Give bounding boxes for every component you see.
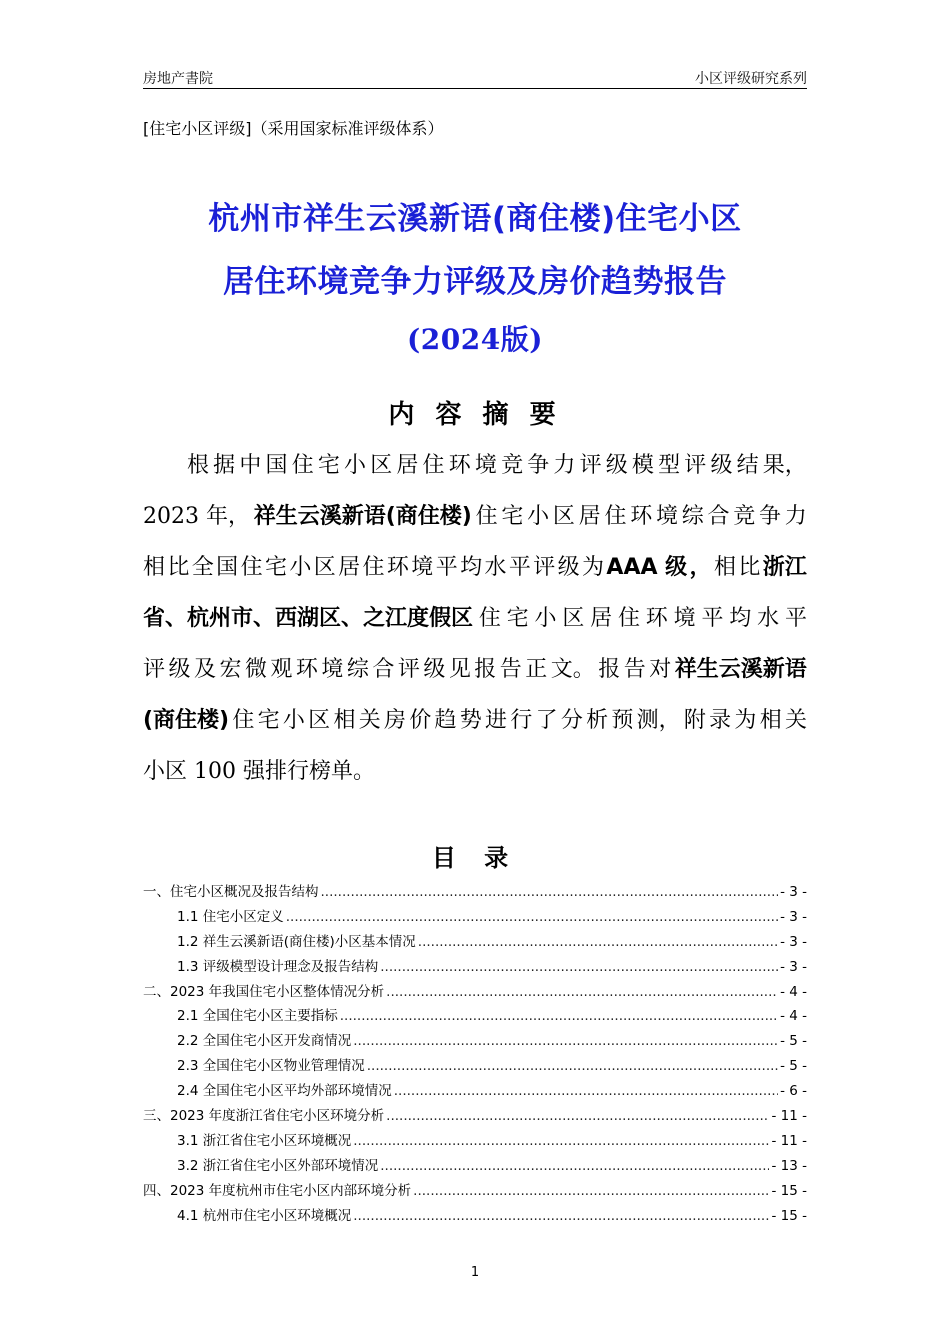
summary-text: 住	[422, 453, 445, 478]
summary-text: 关	[784, 708, 807, 733]
toc-entry-page: - 3 -	[780, 933, 807, 950]
summary-line	[143, 491, 807, 542]
summary-text: 评	[684, 453, 707, 478]
summary-text: 测，	[636, 708, 681, 733]
summary-text: 相	[759, 708, 782, 733]
summary-text: 型	[658, 453, 681, 478]
summary-line	[143, 746, 807, 797]
title-line-1: 杭州市祥生云溪新语(商住楼)住宅小区	[208, 201, 742, 237]
summary-text: 住	[604, 504, 627, 529]
summary-text: 录	[709, 708, 732, 733]
summary-text: 住	[240, 555, 263, 580]
summary-text: 2023 年，	[143, 504, 250, 529]
summary-text: 区	[370, 453, 393, 478]
toc-entry-title: 四、2023 年度杭州市住宅小区内部环境分析	[143, 1182, 412, 1199]
toc-entry-page: - 15 -	[771, 1182, 807, 1199]
summary-text: 宅	[317, 453, 340, 478]
toc-leader-dots	[418, 930, 778, 955]
summary-text: 进	[485, 708, 508, 733]
summary-text: 宅	[264, 555, 287, 580]
summary-line	[143, 440, 807, 491]
summary-text: 小	[534, 606, 557, 631]
summary-text: 境	[673, 606, 696, 631]
summary-text: 竞	[501, 453, 524, 478]
summary-text: 住	[475, 504, 498, 529]
summary-text: 区	[313, 555, 336, 580]
summary-text: 争	[759, 504, 782, 529]
summary-text: 级	[557, 555, 580, 580]
summary-text: 关	[358, 708, 381, 733]
summary-text: 力	[553, 453, 576, 478]
summary-text: 均	[729, 606, 752, 631]
summary-text: 综	[681, 504, 704, 529]
toc-entry-title: 3.2 浙江省住宅小区外部环境情况	[177, 1157, 379, 1174]
toc-entry[interactable]	[143, 1004, 807, 1029]
summary-text: 小	[527, 504, 550, 529]
toc-leader-dots	[380, 955, 778, 980]
summary-text: 析	[586, 708, 609, 733]
summary-text: 文。	[550, 657, 595, 682]
summary-text: 居	[396, 453, 419, 478]
summary-text: 小	[344, 453, 367, 478]
toc-entry-page: - 6 -	[780, 1083, 807, 1100]
toc-entry[interactable]	[143, 1029, 807, 1054]
toc-entry-title: 3.1 浙江省住宅小区环境概况	[177, 1132, 352, 1149]
summary-text: 比	[167, 555, 190, 580]
summary-text: 水	[757, 606, 780, 631]
summary-text: 竞	[733, 504, 756, 529]
toc-entry-title: 2.2 全国住宅小区开发商情况	[177, 1033, 352, 1050]
summary-line	[143, 542, 807, 593]
summary-text: 区	[562, 606, 585, 631]
toc-entry-title: 2.1 全国住宅小区主要指标	[177, 1008, 338, 1025]
summary-text: 级	[168, 657, 191, 682]
summary-text: 评	[143, 657, 166, 682]
summary-text: 结	[736, 453, 759, 478]
toc-leader-dots	[413, 1179, 769, 1204]
toc-entry-title: 1.3 评级模型设计理念及报告结构	[177, 958, 379, 975]
toc-leader-dots	[340, 1004, 778, 1029]
summary-text: 住	[362, 555, 385, 580]
summary-text: 平	[784, 606, 807, 631]
summary-text: 区	[552, 504, 575, 529]
summary-text: 区	[308, 708, 331, 733]
summary-text: 预	[611, 708, 634, 733]
summary-line	[143, 593, 807, 644]
summary-text: 境	[321, 657, 344, 682]
summary-text: 环	[386, 555, 409, 580]
toc-entry[interactable]	[143, 1154, 807, 1179]
summary-text: 小	[282, 708, 305, 733]
summary-text: 级	[710, 453, 733, 478]
summary-text: 平	[701, 606, 724, 631]
toc-entry-page: - 3 -	[780, 884, 807, 900]
summary-text: 平	[435, 555, 458, 580]
toc-entry-title: 2.3 全国住宅小区物业管理情况	[177, 1058, 365, 1075]
summary-text: 居	[338, 555, 361, 580]
summary-text: 观	[270, 657, 293, 682]
summary-text: 争	[527, 453, 550, 478]
toc-entry-page: - 4 -	[780, 983, 807, 1000]
toc-leader-dots	[386, 1104, 769, 1129]
summary-text: 了	[535, 708, 558, 733]
summary-text: AAA 级	[606, 555, 688, 580]
summary-text: 据	[213, 453, 236, 478]
summary-text: 势	[459, 708, 482, 733]
summary-text: (商住楼)	[143, 708, 230, 733]
toc-entry-title: 一、住宅小区概况及报告结构	[143, 884, 319, 900]
summary-text: 祥生云溪新语(商住楼)	[253, 504, 472, 529]
summary-text: 分	[560, 708, 583, 733]
toc-entry-title: 二、2023 年我国住宅小区整体情况分析	[143, 983, 385, 1000]
summary-text: 中	[239, 453, 262, 478]
summary-text: 正	[525, 657, 548, 682]
summary-text: 相	[143, 555, 166, 580]
summary-text: 报	[598, 657, 621, 682]
toc-entry-page: - 11 -	[771, 1108, 807, 1125]
summary-text: 平	[508, 555, 531, 580]
summary-text: 小区 100 强排行榜单。	[143, 759, 375, 784]
summary-text: 居	[590, 606, 613, 631]
summary-text: 评	[397, 657, 420, 682]
header-rule	[143, 88, 807, 89]
summary-body	[143, 440, 807, 797]
summary-text: 水	[484, 555, 507, 580]
summary-text: 均	[460, 555, 483, 580]
summary-text: 环	[295, 657, 318, 682]
summary-text: 合	[707, 504, 730, 529]
summary-text: 及	[193, 657, 216, 682]
toc-entry-title: 2.4 全国住宅小区平均外部环境情况	[177, 1083, 392, 1100]
toc-leader-dots	[353, 1129, 769, 1154]
summary-heading: 内 容 摘 要	[388, 400, 562, 430]
summary-text: 房	[383, 708, 406, 733]
summary-text: 根	[187, 453, 210, 478]
toc-leader-dots	[380, 1154, 769, 1179]
header-left: 房地产書院	[143, 71, 213, 87]
toc-entry[interactable]	[143, 1204, 807, 1229]
summary-text: 相	[333, 708, 356, 733]
summary-text: 境	[655, 504, 678, 529]
summary-text: 告	[499, 657, 522, 682]
summary-text: 浙江	[762, 555, 807, 580]
summary-text: 境	[411, 555, 434, 580]
summary-text: 相	[713, 555, 736, 580]
toc-entry-page: - 4 -	[780, 1008, 807, 1025]
toc-entry[interactable]	[143, 1129, 807, 1154]
summary-text: 见	[448, 657, 471, 682]
summary-text: 宅	[501, 504, 524, 529]
toc-entry[interactable]	[143, 955, 807, 980]
summary-text: 全	[191, 555, 214, 580]
rating-tag: [住宅小区评级]（采用国家标准评级体系）	[143, 119, 444, 138]
summary-text: 综	[346, 657, 369, 682]
toc-entry-title: 1.2 祥生云溪新语(商住楼)小区基本情况	[177, 933, 416, 950]
summary-text: 住	[478, 606, 501, 631]
toc-entry[interactable]	[143, 1079, 807, 1104]
summary-text: 住	[617, 606, 640, 631]
toc-leader-dots	[353, 1029, 778, 1054]
summary-text: 评	[533, 555, 556, 580]
summary-text: 告	[623, 657, 646, 682]
summary-text: 微	[244, 657, 267, 682]
toc-entry[interactable]	[143, 905, 807, 930]
summary-text: 小	[289, 555, 312, 580]
summary-text: 行	[510, 708, 533, 733]
toc-leader-dots	[386, 980, 778, 1005]
summary-text: 级	[605, 453, 628, 478]
toc-leader-dots	[394, 1079, 778, 1104]
summary-text: 合	[372, 657, 395, 682]
summary-text: 国	[265, 453, 288, 478]
toc-entry[interactable]	[143, 1179, 807, 1204]
summary-text: ，	[689, 555, 712, 580]
summary-text: 评	[579, 453, 602, 478]
toc-entry-title: 三、2023 年度浙江省住宅小区环境分析	[143, 1108, 385, 1125]
summary-text: 环	[630, 504, 653, 529]
toc-entry[interactable]	[143, 930, 807, 955]
toc-leader-dots	[353, 1204, 769, 1229]
summary-text: 趋	[434, 708, 457, 733]
summary-text: 力	[784, 504, 807, 529]
summary-text: 果，	[762, 453, 807, 478]
summary-text: 级	[423, 657, 446, 682]
title-line-2: 居住环境竞争力评级及房价趋势报告	[223, 264, 727, 300]
toc-entry-title: 1.1 住宅小区定义	[177, 908, 284, 925]
summary-line	[143, 695, 807, 746]
toc-entry[interactable]	[143, 1104, 807, 1129]
toc-entry-page: - 5 -	[780, 1058, 807, 1075]
summary-text: 为	[734, 708, 757, 733]
toc-entry[interactable]	[143, 1054, 807, 1079]
toc-entry-page: - 13 -	[771, 1157, 807, 1174]
toc-entry-page: - 3 -	[780, 908, 807, 925]
summary-text: 对	[649, 657, 672, 682]
summary-text: 环	[448, 453, 471, 478]
summary-text: 境	[474, 453, 497, 478]
toc-entry-page: - 15 -	[771, 1207, 807, 1224]
toc-entry-page: - 3 -	[780, 958, 807, 975]
summary-text: 祥生云溪新语	[674, 657, 807, 682]
summary-text: 环	[645, 606, 668, 631]
toc-entry[interactable]	[143, 980, 807, 1005]
title-line-3: (2024版)	[407, 323, 543, 356]
summary-text: 宏	[219, 657, 242, 682]
summary-text: 报	[474, 657, 497, 682]
summary-text: 比	[738, 555, 761, 580]
toc-entry-page: - 5 -	[780, 1033, 807, 1050]
table-of-contents	[143, 880, 807, 1228]
summary-text: 宅	[506, 606, 529, 631]
summary-line	[143, 644, 807, 695]
summary-text: 居	[578, 504, 601, 529]
toc-entry-page: - 11 -	[771, 1132, 807, 1149]
summary-text: 住	[232, 708, 255, 733]
toc-entry[interactable]	[143, 880, 807, 905]
summary-text: 住	[291, 453, 314, 478]
toc-heading: 目 录	[431, 844, 519, 872]
summary-text: 价	[409, 708, 432, 733]
toc-entry-title: 4.1 杭州市住宅小区环境概况	[177, 1207, 352, 1224]
toc-leader-dots	[321, 880, 779, 905]
summary-text: 省、杭州市、西湖区、之江度假区	[143, 606, 474, 631]
toc-leader-dots	[286, 905, 778, 930]
summary-text: 宅	[257, 708, 280, 733]
summary-text: 模	[631, 453, 654, 478]
summary-text: 附	[683, 708, 706, 733]
header-right: 小区评级研究系列	[695, 71, 807, 87]
summary-text: 国	[216, 555, 239, 580]
page-number: 1	[470, 1265, 480, 1280]
toc-leader-dots	[367, 1054, 778, 1079]
summary-text: 为	[582, 555, 605, 580]
